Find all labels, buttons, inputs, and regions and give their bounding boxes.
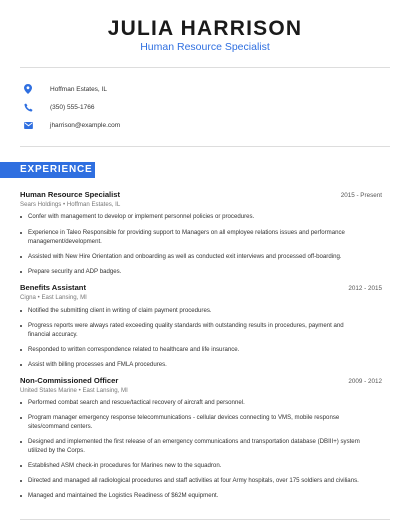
bullet-item: Assisted with New Hire Orientation and onboarding as well as conducted exit interviews and processed off-boarding. <box>20 252 366 261</box>
bullet-item: Established ASM check-in procedures for Marines new to the squadron. <box>20 461 366 470</box>
job-dates: 2015 - Present <box>340 192 382 199</box>
contact-location <box>22 83 107 95</box>
envelope-icon <box>22 119 34 131</box>
job-title: Human Resource Specialist <box>20 190 121 199</box>
contact-divider <box>20 146 390 147</box>
job-entry <box>20 283 382 301</box>
phone-text: (350) 555-1766 <box>50 103 95 111</box>
job-location: East Lansing, MI <box>82 387 128 394</box>
contact-phone <box>22 101 94 113</box>
experience-section-heading: EXPERIENCE <box>0 162 95 178</box>
location-text: Hoffman Estates, IL <box>50 85 107 93</box>
job-org: Sears Holdings • Hoffman Estates, IL <box>20 201 121 208</box>
job-org: United States Marine • East Lansing, MI <box>20 387 128 394</box>
bullet-item: Managed and maintained the Logistics Readiness of $62M equipment. <box>20 491 366 500</box>
bullet-item: Performed combat search and rescue/tactical recovery of aircraft and personnel. <box>20 398 366 407</box>
employer: United States Marine <box>20 387 77 394</box>
header-divider <box>20 67 390 68</box>
job-entry <box>20 190 382 208</box>
job-dates: 2012 - 2015 <box>348 285 382 292</box>
bullet-item: Assist with billing processes and FMLA procedures. <box>20 360 366 369</box>
phone-icon <box>22 101 34 113</box>
contact-email <box>22 119 120 131</box>
email-text[interactable]: jharrison@example.com <box>50 121 121 129</box>
employer: Sears Holdings <box>20 201 62 208</box>
bullet-item: Progress reports were always rated exceeding quality standards with outstanding results in procedures, payment and financial accuracy. <box>20 321 366 339</box>
candidate-title: Human Resource Specialist <box>140 41 270 53</box>
bullet-item: Confer with management to develop or implement personnel policies or procedures. <box>20 212 366 221</box>
bullet-item: Prepare security and ADP badges. <box>20 267 366 276</box>
job-location: East Lansing, MI <box>41 294 87 301</box>
job-org: Cigna • East Lansing, MI <box>20 294 87 301</box>
bullet-item: Designed and implemented the first release of an emergency communications and transportation database (DBIII+) system utilized by the Corps. <box>20 437 366 455</box>
job-title: Non-Commissioned Officer <box>20 376 119 385</box>
bullet-item: Notified the submitting client in writing of claim payment procedures. <box>20 306 366 315</box>
bullet-item: Experience in Taleo Responsible for providing support to Managers on all employee relations issues and performance management/development. <box>20 228 366 246</box>
bullet-item: Directed and managed all radiological procedures and staff activities at four Army hospitals, over 175 soldiers and civilians. <box>20 476 366 485</box>
job-location: Hoffman Estates, IL <box>66 201 121 208</box>
bullet-item: Responded to written correspondence related to healthcare and life insurance. <box>20 345 366 354</box>
job-title: Benefits Assistant <box>20 283 86 292</box>
footer-divider <box>20 519 390 520</box>
candidate-name: JULIA HARRISON <box>107 17 303 40</box>
job-dates: 2009 - 2012 <box>348 378 382 385</box>
location-pin-icon <box>22 83 34 95</box>
employer: Cigna <box>20 294 36 301</box>
bullet-item: Program manager emergency response telecommunications - cellular devices connecting to VMS, mobile response sites/command centers. <box>20 413 366 431</box>
job-entry <box>20 376 382 394</box>
